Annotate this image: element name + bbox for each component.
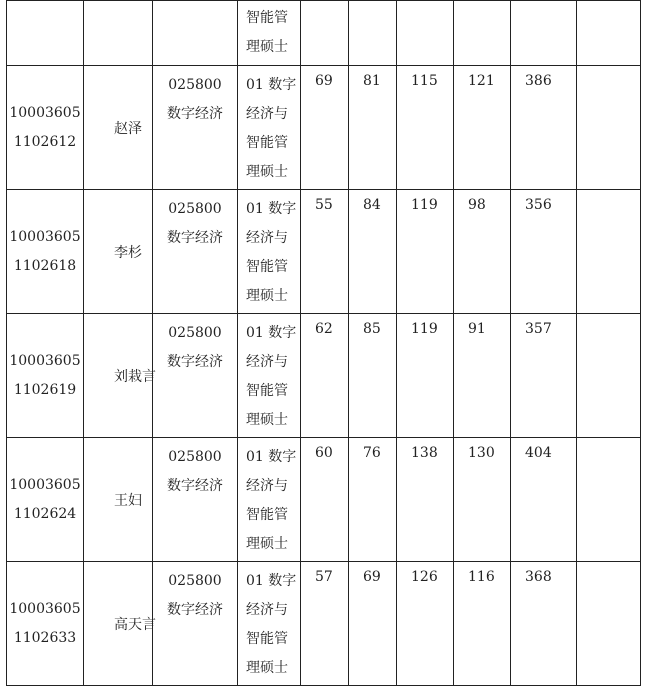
direction-cell [238,190,301,314]
table-row-partial [7,1,641,66]
direction-line: 理硕士 [246,412,288,428]
candidate-name-cell [84,438,153,562]
score-politics: 60 [301,438,349,562]
score-politics: 62 [301,314,349,438]
direction-line: 01 数字 [246,449,297,465]
major-cell [153,438,238,562]
candidate-id-line: 1102612 [13,133,77,150]
direction-line: 智能管 [246,135,288,151]
candidate-name-cell [84,562,156,686]
major-name: 数字经济 [167,230,223,246]
direction-cell [238,1,301,66]
score-english: 69 [349,562,397,686]
direction-line: 01 数字 [246,77,297,93]
score-subject-2: 98 [454,190,511,314]
total-score: 404 [511,438,577,562]
major-cell [153,190,238,314]
major-name: 数字经济 [167,106,223,122]
direction-line: 理硕士 [246,288,288,304]
note-cell [577,314,641,438]
direction-line: 理硕士 [246,660,288,676]
total-score: 386 [511,66,577,190]
total-score: 357 [511,314,577,438]
direction-line: 经济与 [246,602,288,618]
direction-line: 01 数字 [246,201,297,217]
candidate-id-cell [7,438,84,562]
direction-line: 经济与 [246,478,288,494]
candidate-id-line: 10003605 [9,352,81,369]
direction-line: 经济与 [246,354,288,370]
direction-line: 智能管 [246,631,288,647]
table-row [7,66,641,190]
major-cell [153,66,238,190]
score-english: 76 [349,438,397,562]
score-subject-2: 121 [454,66,511,190]
candidate-id-cell [7,562,84,686]
direction-line: 理硕士 [246,39,288,55]
total-score: 356 [511,190,577,314]
name-cell [84,1,153,66]
direction-cell [238,314,301,438]
major-code: 025800 [168,77,222,93]
candidate-name: 高天言 [114,616,156,633]
candidate-id-line: 10003605 [9,600,81,617]
note-cell [577,438,641,562]
major-code: 025800 [168,573,222,589]
major-cell [153,562,238,686]
score-subject-1: 119 [397,314,454,438]
direction-line: 01 数字 [246,325,297,341]
score-subject-1: 119 [397,190,454,314]
candidate-name-cell [84,190,153,314]
candidate-id-cell [7,314,84,438]
table-row [7,314,641,438]
direction-line: 智能管 [246,507,288,523]
direction-line: 01 数字 [246,573,297,589]
score-english: 84 [349,190,397,314]
major-name: 数字经济 [167,354,223,370]
major-cell [153,314,238,438]
major-code: 025800 [168,201,222,217]
score-cell [301,1,349,66]
score-politics: 57 [301,562,349,686]
major-name: 数字经济 [167,478,223,494]
direction-cell [238,438,301,562]
direction-line: 经济与 [246,230,288,246]
note-cell [577,66,641,190]
candidate-id-line: 10003605 [9,104,81,121]
id-cell [7,1,84,66]
direction-line: 智能管 [246,10,288,26]
score-subject-2: 130 [454,438,511,562]
candidate-name: 李杉 [114,244,142,261]
candidate-id-line: 1102633 [13,629,77,646]
direction-line: 理硕士 [246,164,288,180]
score-english: 85 [349,314,397,438]
candidate-id-line: 1102624 [13,505,77,522]
candidate-name-cell [84,66,153,190]
direction-cell [238,66,301,190]
score-subject-1: 126 [397,562,454,686]
major-name: 数字经济 [167,602,223,618]
major-code: 025800 [168,449,222,465]
note-cell [577,190,641,314]
note-cell [577,1,641,66]
score-subject-2: 116 [454,562,511,686]
candidate-name: 王妇 [114,492,142,509]
candidate-name: 刘栽言 [114,368,156,385]
direction-line: 智能管 [246,383,288,399]
score-cell [397,1,454,66]
score-subject-1: 115 [397,66,454,190]
major-cell [153,1,238,66]
score-cell [454,1,511,66]
candidate-name: 赵泽 [114,120,142,137]
direction-line: 智能管 [246,259,288,275]
candidate-id-line: 1102619 [13,381,77,398]
score-politics: 55 [301,190,349,314]
candidate-name-cell [84,314,156,438]
candidate-id-line: 10003605 [9,228,81,245]
major-code: 025800 [168,325,222,341]
score-cell [349,1,397,66]
score-english: 81 [349,66,397,190]
score-subject-1: 138 [397,438,454,562]
candidate-id-line: 1102618 [13,257,77,274]
note-cell [577,562,641,686]
total-score: 368 [511,562,577,686]
direction-cell [238,562,301,686]
score-politics: 69 [301,66,349,190]
table-row [7,438,641,562]
direction-line: 经济与 [246,106,288,122]
admission-table [6,0,641,686]
candidate-id-cell [7,190,84,314]
candidate-id-line: 10003605 [9,476,81,493]
total-cell [511,1,577,66]
table-row [7,190,641,314]
candidate-id-cell [7,66,84,190]
score-subject-2: 91 [454,314,511,438]
table-row [7,562,641,686]
direction-line: 理硕士 [246,536,288,552]
